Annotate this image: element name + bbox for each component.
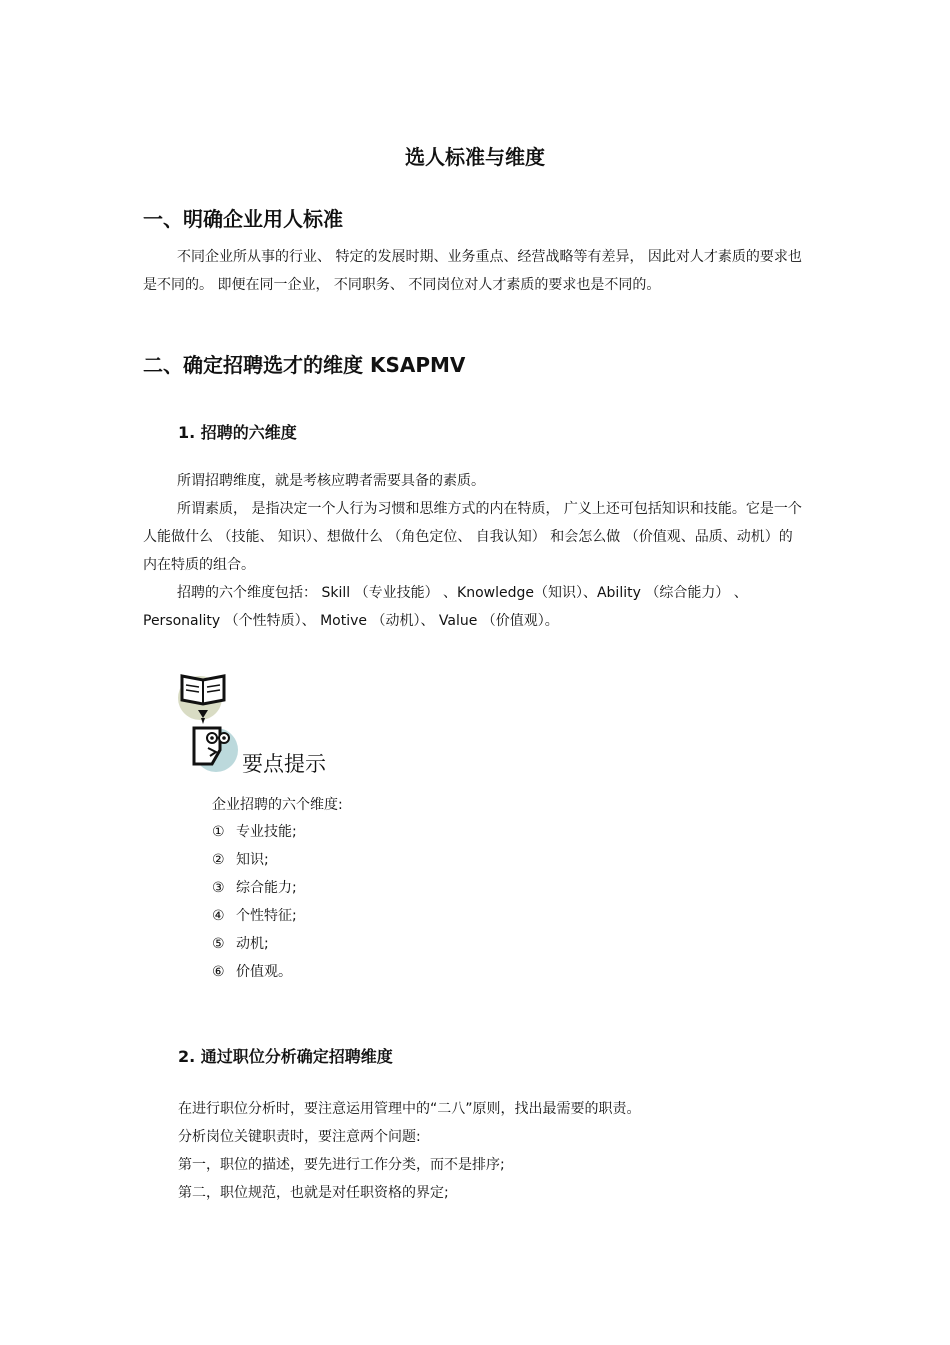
document-title: 选人标准与维度 bbox=[405, 145, 545, 169]
subsection-1-body bbox=[143, 467, 805, 635]
list-item: ④ 个性特征; bbox=[212, 908, 297, 924]
tip-list bbox=[212, 818, 297, 986]
book-and-notes-icon bbox=[176, 668, 246, 776]
definition-paragraph: 所谓招聘维度，就是考核应聘者需要具备的素质。 bbox=[177, 473, 485, 489]
subsection-2-heading: 2. 通过职位分析确定招聘维度 bbox=[178, 1047, 393, 1066]
analysis-line: 在进行职位分析时，要注意运用管理中的“二八”原则，找出最需要的职责。 bbox=[178, 1101, 641, 1117]
section-1-heading: 一、明确企业用人标准 bbox=[143, 207, 343, 231]
tip-intro: 企业招聘的六个维度: bbox=[212, 797, 343, 813]
analysis-line: 第一，职位的描述，要先进行工作分类，而不是排序; bbox=[178, 1157, 505, 1173]
list-item: ② 知识; bbox=[212, 852, 269, 868]
quality-paragraph: 所谓素质， 是指决定一个人行为习惯和思维方式的内在特质， 广义上还可包括知识和技能。它是一个人能做什么 （技能、 知识）、想做什么 （角色定位、 自我认知） 和会怎么做 （价值观、品质、动机）的内在特质的组合。 bbox=[143, 501, 802, 573]
tip-title: 要点提示 bbox=[242, 752, 326, 776]
list-item: ① 专业技能; bbox=[212, 824, 297, 840]
subsection-1-heading: 1. 招聘的六维度 bbox=[178, 423, 297, 442]
section-1-paragraph: 不同企业所从事的行业、 特定的发展时期、业务重点、经营战略等有差异， 因此对人才素质的要求也是不同的。 即便在同一企业， 不同职务、 不同岗位对人才素质的要求也是不同的。 bbox=[143, 249, 802, 293]
section-2-heading: 二、确定招聘选才的维度 KSAPMV bbox=[143, 353, 466, 377]
list-item: ⑥ 价值观。 bbox=[212, 964, 292, 980]
analysis-line: 第二，职位规范，也就是对任职资格的界定; bbox=[178, 1185, 449, 1201]
list-item: ③ 综合能力; bbox=[212, 880, 297, 896]
dimensions-paragraph: 招聘的六个维度包括： Skill （专业技能） 、Knowledge（知识）、Ability （综合能力） 、Personality （个性特质）、 Motive （动机）、 Value （价值观）。 bbox=[143, 585, 748, 629]
analysis-line: 分析岗位关键职责时，要注意两个问题: bbox=[178, 1129, 421, 1145]
list-item: ⑤ 动机; bbox=[212, 936, 269, 952]
